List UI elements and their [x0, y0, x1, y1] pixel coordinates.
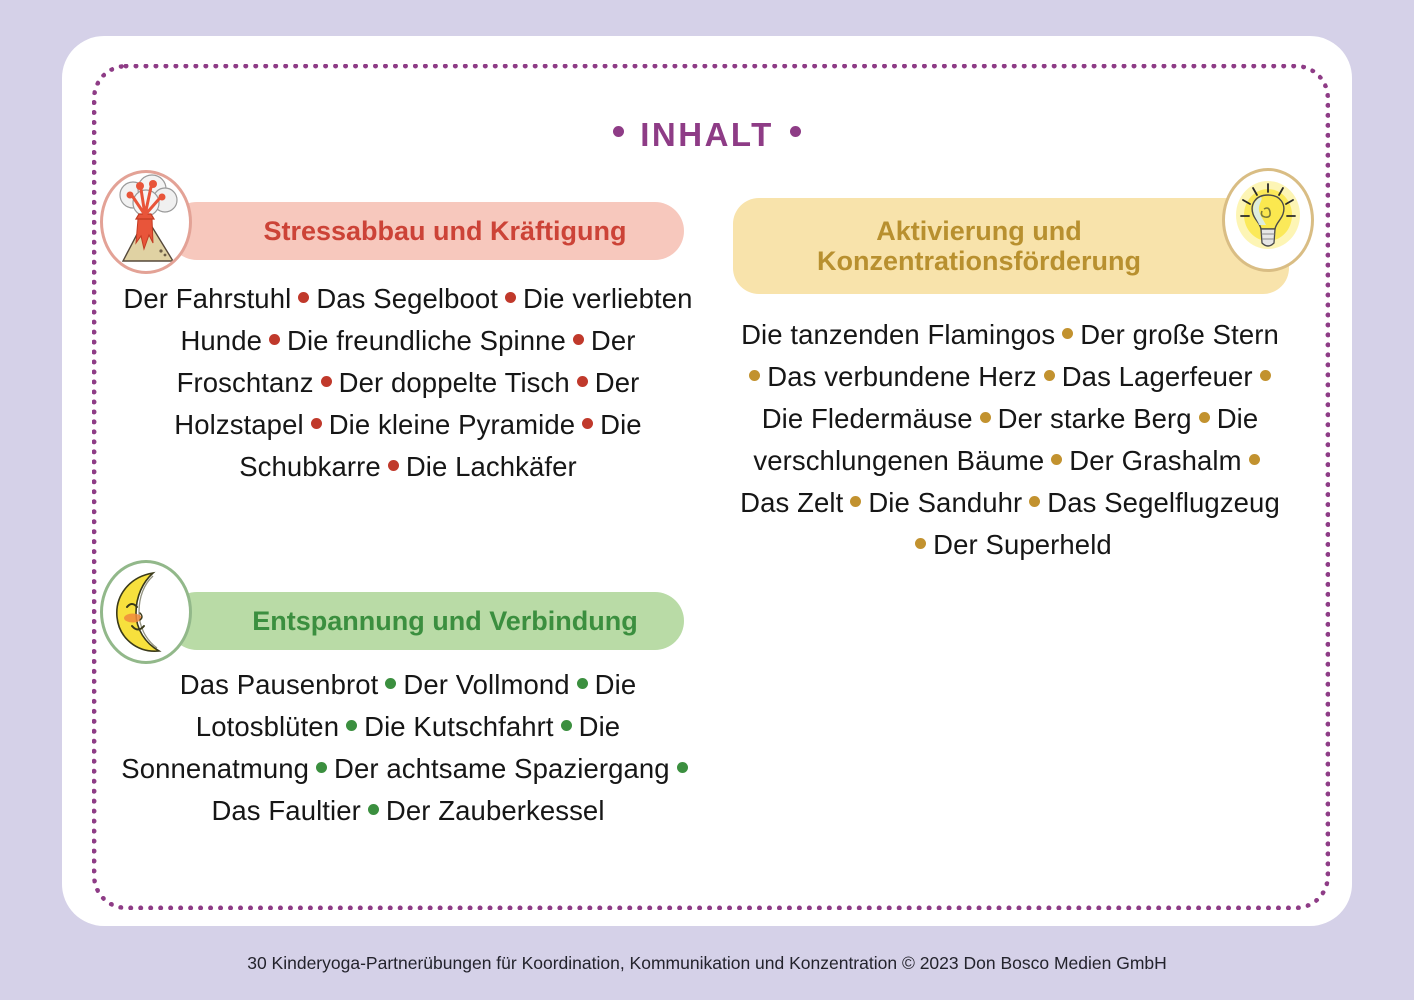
exercise-item: Der Holzstapel [174, 367, 640, 440]
separator-dot [1044, 370, 1055, 381]
separator-dot [749, 370, 760, 381]
separator-dot [573, 334, 584, 345]
exercise-item: Der doppelte Tisch [338, 367, 570, 398]
exercise-item: Das Lagerfeuer [1061, 361, 1253, 392]
exercise-item: Der Zauberkessel [385, 795, 605, 826]
section-heading-line1: Aktivierung und [876, 215, 1082, 246]
exercise-item: Der Froschtanz [176, 325, 636, 398]
separator-dot [269, 334, 280, 345]
separator-dot [577, 376, 588, 387]
section-heading-text: Stressabbau und Kräftigung [263, 215, 627, 246]
exercise-item: Die freundliche Spinne [287, 325, 566, 356]
moon-icon [100, 560, 192, 664]
exercise-item: Das Segelflugzeug [1047, 487, 1280, 518]
section-heading-line2: Konzentrationsförderung [817, 246, 1141, 276]
separator-dot [368, 804, 379, 815]
separator-dot [316, 762, 327, 773]
exercise-item: Die Sonnenatmung [121, 711, 621, 784]
exercise-item: Das Pausenbrot [179, 669, 379, 700]
exercise-list-aktivierung [730, 314, 1290, 566]
exercise-item: Das verbundene Herz [767, 361, 1037, 392]
separator-dot [1260, 370, 1271, 381]
section-header-stressabbau [168, 202, 684, 260]
separator-dot [915, 538, 926, 549]
separator-dot [346, 720, 357, 731]
page-title-text: INHALT [640, 116, 774, 154]
separator-dot [980, 412, 991, 423]
exercise-item: Der Superheld [933, 529, 1112, 560]
exercise-item: Der Grashalm [1069, 445, 1242, 476]
exercise-item: Die tanzenden Flamingos [741, 319, 1056, 350]
volcano-icon [100, 170, 192, 274]
exercise-item: Das Segelboot [316, 283, 499, 314]
separator-dot [577, 678, 588, 689]
separator-dot [1249, 454, 1260, 465]
section-header-aktivierung [733, 198, 1289, 294]
exercise-item: Die verliebten Hunde [180, 283, 693, 356]
exercise-item: Die Kutschfahrt [364, 711, 554, 742]
separator-dot [321, 376, 332, 387]
section-heading-text: Entspannung und Verbindung [252, 605, 638, 636]
footer-copyright: 30 Kinderyoga-Partnerübungen für Koordination, Kommunikation und Konzentration © 2023 Don Bosco Medien GmbH [247, 953, 1167, 973]
separator-dot [677, 762, 688, 773]
exercise-list-stressabbau [118, 278, 698, 488]
separator-dot [1199, 412, 1210, 423]
separator-dot [1051, 454, 1062, 465]
exercise-item: Die Schubkarre [239, 409, 642, 482]
page-title [0, 114, 1414, 154]
title-dot-left [613, 126, 624, 137]
separator-dot [850, 496, 861, 507]
exercise-list-entspannung [118, 664, 698, 832]
separator-dot [582, 418, 593, 429]
separator-dot [1029, 496, 1040, 507]
separator-dot [561, 720, 572, 731]
exercise-item: Der Vollmond [403, 669, 570, 700]
exercise-item: Die verschlungenen Bäume [753, 403, 1259, 476]
exercise-item: Der starke Berg [997, 403, 1192, 434]
section-header-entspannung [168, 592, 684, 650]
exercise-item: Die Fledermäuse [761, 403, 973, 434]
separator-dot [298, 292, 309, 303]
separator-dot [505, 292, 516, 303]
exercise-item: Die Lachkäfer [405, 451, 577, 482]
separator-dot [1062, 328, 1073, 339]
exercise-item: Die kleine Pyramide [328, 409, 576, 440]
exercise-item: Das Faultier [211, 795, 361, 826]
exercise-item: Der Fahrstuhl [123, 283, 292, 314]
separator-dot [388, 460, 399, 471]
exercise-item: Das Zelt [740, 487, 844, 518]
exercise-item: Die Lotosblüten [195, 669, 637, 742]
exercise-item: Die Sanduhr [868, 487, 1023, 518]
lightbulb-icon [1222, 168, 1314, 272]
separator-dot [385, 678, 396, 689]
separator-dot [311, 418, 322, 429]
exercise-item: Der achtsame Spaziergang [334, 753, 670, 784]
title-dot-right [790, 126, 801, 137]
exercise-item: Der große Stern [1080, 319, 1279, 350]
